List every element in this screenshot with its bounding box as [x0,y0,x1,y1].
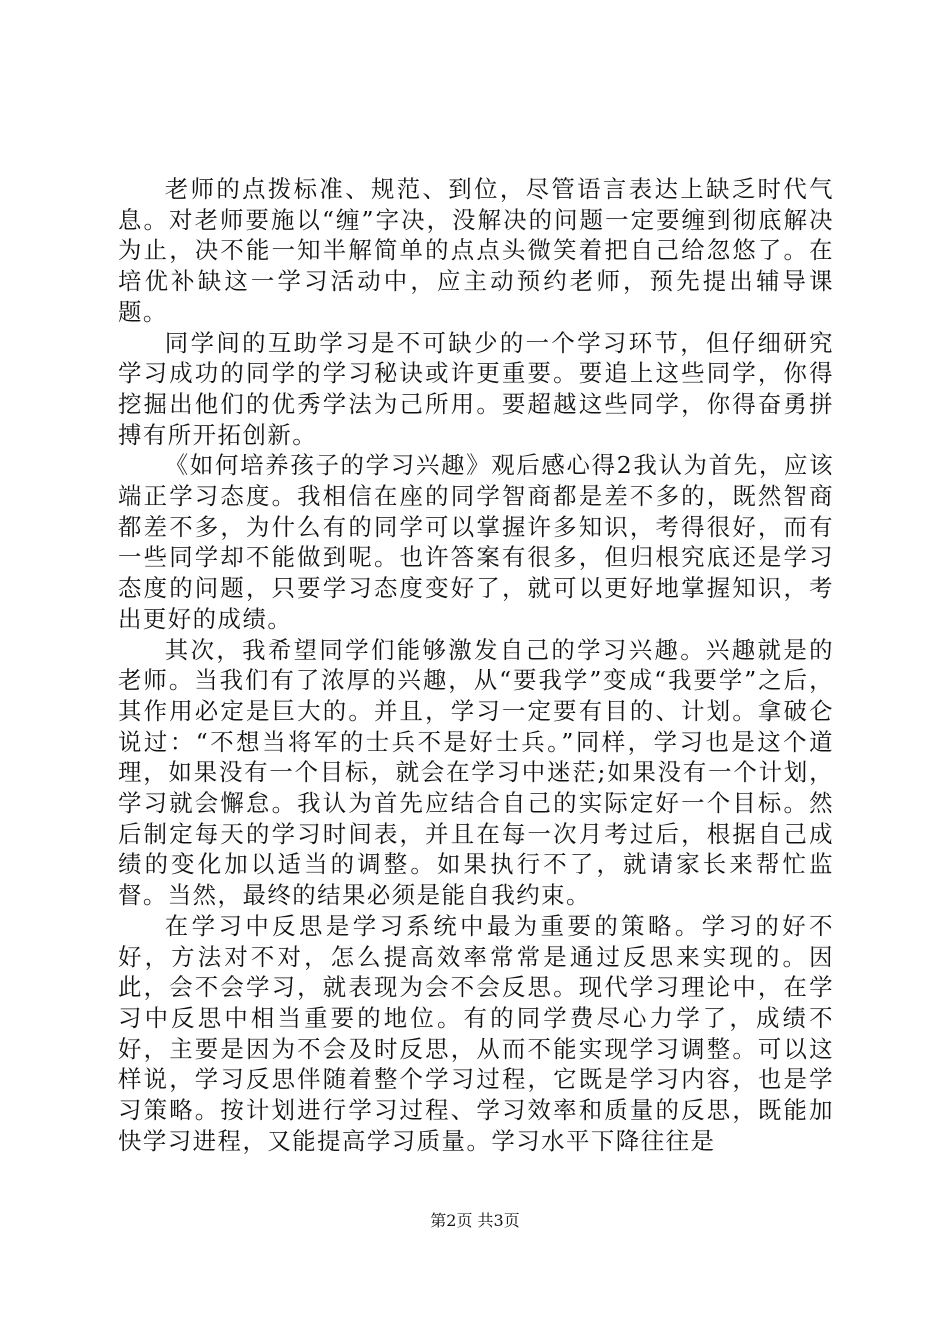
paragraph-5: 在学习中反思是学习系统中最为重要的策略。学习的好不好，方法对不对，怎么提高效率常常是通过反思来实现的。因此，会不会学习，就表现为会不会反思。现代学习理论中，在学习中反思中相当重要的地位。有的同学费尽心力学了，成绩不好，主要是因为不会及时反思，从而不能实现学习调整。可以这样说，学习反思伴随着整个学习过程，它既是学习内容，也是学习策略。按计划进行学习过程、学习效率和质量的反思，既能加快学习进程，又能提高学习质量。学习水平下降往往是 [118,911,834,1155]
paragraph-3: 《如何培养孩子的学习兴趣》观后感心得2我认为首先，应该端正学习态度。我相信在座的同学智商都是差不多的，既然智商都差不多，为什么有的同学可以掌握许多知识，考得很好，而有一些同学却不能做到呢。也许答案有很多，但归根究底还是学习态度的问题，只要学习态度变好了，就可以更好地掌握知识，考出更好的成绩。 [118,451,834,633]
paragraph-2: 同学间的互助学习是不可缺少的一个学习环节，但仔细研究学习成功的同学的学习秘诀或许更重要。要追上这些同学，你得挖掘出他们的优秀学法为己所用。要超越这些同学，你得奋勇拼搏有所开拓创新。 [118,328,834,449]
paragraph-4: 其次，我希望同学们能够激发自己的学习兴趣。兴趣就是的老师。当我们有了浓厚的兴趣，从“要我学”变成“我要学”之后，其作用必定是巨大的。并且，学习一定要有目的、计划。拿破仑说过：“不想当将军的士兵不是好士兵。”同样，学习也是这个道理，如果没有一个目标，就会在学习中迷茫;如果没有一个计划，学习就会懈怠。我认为首先应结合自己的实际定好一个目标。然后制定每天的学习时间表，并且在每一次月考过后，根据自己成绩的变化加以适当的调整。如果执行不了，就请家长来帮忙监督。当然，最终的结果必须是能自我约束。 [118,635,834,910]
paragraph-1: 老师的点拨标准、规范、到位，尽管语言表达上缺乏时代气息。对老师要施以“缠”字决，没解决的问题一定要缠到彻底解决为止，决不能一知半解简单的点点头微笑着把自己给忽悠了。在培优补缺这一学习活动中，应主动预约老师，预先提出辅导课题。 [118,175,834,326]
page-footer: 第2页 共3页 [430,1211,520,1230]
document-body [118,174,834,1157]
